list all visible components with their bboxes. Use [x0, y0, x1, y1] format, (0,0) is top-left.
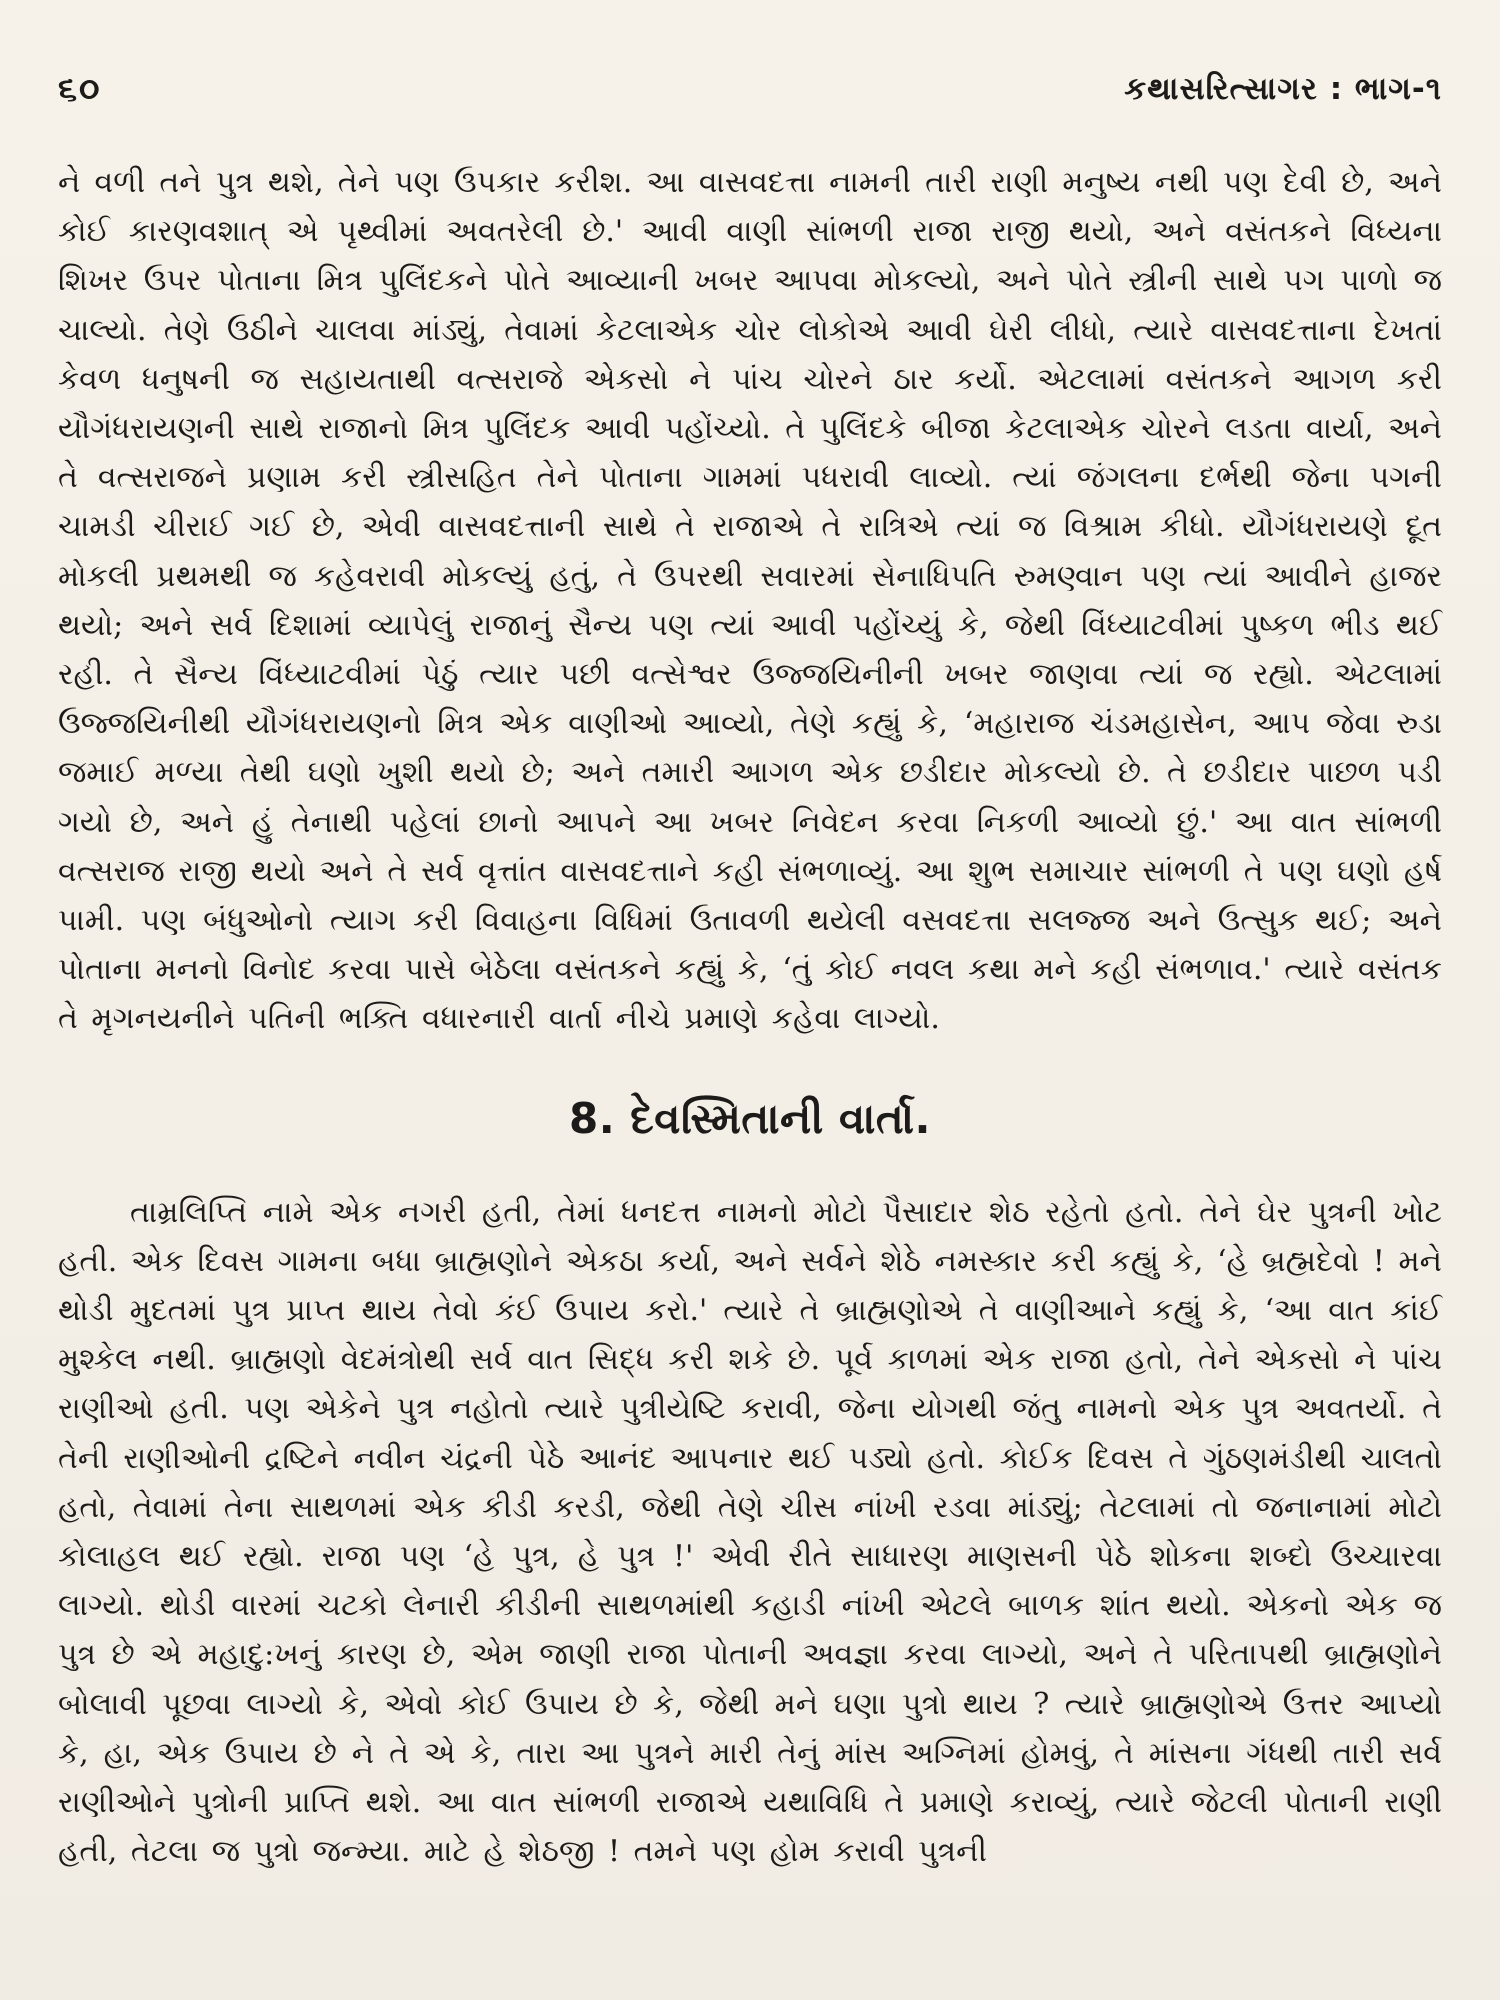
paragraph-1: ને વળી તને પુત્ર થશે, તેને પણ ઉપકાર કરીશ. આ વાસવદત્તા નામની તારી રાણી મનુષ્ય નથી પણ દેવી છે, અને કોઈ કારણવશાત્ એ પૃથ્વીમાં અવતરેલી છે.' આવી વાણી સાંભળી રાજા રાજી થયો, અને વસંતકને વિધ્યના શિખર ઉપર પોતાના મિત્ર પુલિંદકને પોતે આવ્યાની ખબર આપવા મોકલ્યો, અને પોતે સ્ત્રીની સાથે પગ પાળો જ ચાલ્યો. તેણે ઉઠીને ચાલવા માંડ્યું, તેવામાં કેટલાએક ચોર લોકોએ આવી ઘેરી લીધો, ત્યારે વાસવદત્તાના દેખતાં કેવળ ધનુષની જ સહાયતાથી વત્સરાજે એકસો ને પાંચ ચોરને ઠાર કર્યો. એટલામાં વસંતકને આગળ કરી યૌગંધરાયણની સાથે રાજાનો મિત્ર પુલિંદક આવી પહોંચ્યો. તે પુલિંદકે બીજા કેટલાએક ચોરને લડતા વાર્યા, અને તે વત્સરાજને પ્રણામ કરી સ્ત્રીસહિત તેને પોતાના ગામમાં પધરાવી લાવ્યો. ત્યાં જંગલના દર્ભથી જેના પગની ચામડી ચીરાઈ ગઈ છે, એવી વાસવદત્તાની સાથે તે રાજાએ તે રાત્રિએ ત્યાં જ વિશ્રામ કીધો. યૌગંધરાયણે દૂત મોકલી પ્રથમથી જ કહેવરાવી મોકલ્યું હતું, તે ઉપરથી સવારમાં સેનાધિપતિ રુમણ્વાન પણ ત્યાં આવીને હાજર થયો; અને સર્વ દિશામાં વ્યાપેલું રાજાનું સૈન્ય પણ ત્યાં આવી પહોંચ્યું કે, જેથી વિંધ્યાટવીમાં પુષ્કળ ભીડ થઈ રહી. તે સૈન્ય વિંધ્યાટવીમાં પેઠું ત્યાર પછી વત્સેશ્વર ઉજ્જયિનીની ખબર જાણવા ત્યાં જ રહ્યો. એટલામાં ઉજ્જયિનીથી યૌગંધરાયણનો મિત્ર એક વાણીઓ આવ્યો, તેણે કહ્યું કે, ‘મહારાજ ચંડમહાસેન, આપ જેવા રુડા જમાઈ મળ્યા તેથી ઘણો ખુશી થયો છે; અને તમારી આગળ એક છડીદાર મોકલ્યો છે. તે છડીદાર પાછળ પડી ગયો છે, અને હું તેનાથી પહેલાં છાનો આપને આ ખબર નિવેદન કરવા નિકળી આવ્યો છું.' આ વાત સાંભળી વત્સરાજ રાજી થયો અને તે સર્વ વૃત્તાંત વાસવદત્તાને કહી સંભળાવ્યું. આ શુભ સમાચાર સાંભળી તે પણ ઘણો હર્ષ પામી. પણ બંધુઓનો ત્યાગ કરી વિવાહના વિધિમાં ઉતાવળી થયેલી વસવદત્તા સલજ્જ અને ઉત્સુક થઈ; અને પોતાના મનનો વિનોદ કરવા પાસે બેઠેલા વસંતકને કહ્યું કે, ‘તું કોઈ નવલ કથા મને કહી સંભળાવ.' ત્યારે વસંતક તે મૃગનયનીને પતિની ભક્તિ વધારનારી વાર્તા નીચે પ્રમાણે કહેવા લાગ્યો.: [58, 165, 1442, 1037]
paragraph-2: તામ્રલિપ્તિ નામે એક નગરી હતી, તેમાં ધનદત્ત નામનો મોટો પૈસાદાર શેઠ રહેતો હતો. તેને ઘેર પુત્રની ખોટ હતી. એક દિવસ ગામના બધા બ્રાહ્મણોને એકઠા કર્યા, અને સર્વને શેઠે નમસ્કાર કરી કહ્યું કે, ‘હે બ્રહ્મદેવો ! મને થોડી મુદતમાં પુત્ર પ્રાપ્ત થાય તેવો કંઈ ઉપાય કરો.' ત્યારે તે બ્રાહ્મણોએ તે વાણીઆને કહ્યું કે, ‘આ વાત કાંઈ મુશ્કેલ નથી. બ્રાહ્મણો વેદમંત્રોથી સર્વ વાત સિદ્ધ કરી શકે છે. પૂર્વ કાળમાં એક રાજા હતો, તેને એકસો ને પાંચ રાણીઓ હતી. પણ એકેને પુત્ર નહોતો ત્યારે પુત્રીયેષ્ટિ કરાવી, જેના યોગથી જંતુ નામનો એક પુત્ર અવતર્યો. તે તેની રાણીઓની દ્રષ્ટિને નવીન ચંદ્રની પેઠે આનંદ આપનાર થઈ પડ્યો હતો. કોઈક દિવસ તે ગુંઠણમંડીથી ચાલતો હતો, તેવામાં તેના સાથળમાં એક કીડી કરડી, જેથી તેણે ચીસ નાંખી રડવા માંડ્યું; તેટલામાં તો જનાનામાં મોટો કોલાહલ થઈ રહ્યો. રાજા પણ ‘હે પુત્ર, હે પુત્ર !' એવી રીતે સાધારણ માણસની પેઠે શોકના શબ્દો ઉચ્ચારવા લાગ્યો. થોડી વારમાં ચટકો લેનારી કીડીની સાથળમાંથી કહાડી નાંખી એટલે બાળક શાંત થયો. એકનો એક જ પુત્ર છે એ મહાદુ:ખનું કારણ છે, એમ જાણી રાજા પોતાની અવજ્ઞા કરવા લાગ્યો, અને તે પરિતાપથી બ્રાહ્મણોને બોલાવી પૂછવા લાગ્યો કે, એવો કોઈ ઉપાય છે કે, જેથી મને ઘણા પુત્રો થાય ? ત્યારે બ્રાહ્મણોએ ઉત્તર આપ્યો કે, હા, એક ઉપાય છે ને તે એ કે, તારા આ પુત્રને મારી તેનું માંસ અગ્નિમાં હોમવું, તે માંસના ગંધથી તારી સર્વ રાણીઓને પુત્રોની પ્રાપ્તિ થશે. આ વાત સાંભળી રાજાએ યથાવિધિ તે પ્રમાણે કરાવ્યું, ત્યારે જેટલી પોતાની રાણી હતી, તેટલા જ પુત્રો જન્મ્યા. માટે હે શેઠજી ! તમને પણ હોમ કરાવી પુત્રની: [58, 1194, 1442, 1870]
page-header: [58, 62, 1442, 116]
page-content: [58, 158, 1442, 1970]
story-title: 8. દેવસ્મિતાની વાર્તા.: [569, 1093, 931, 1143]
page-number: ૬૦: [58, 69, 102, 109]
running-title: કથાસરિત્સાગર : ભાગ-૧: [1124, 70, 1442, 107]
